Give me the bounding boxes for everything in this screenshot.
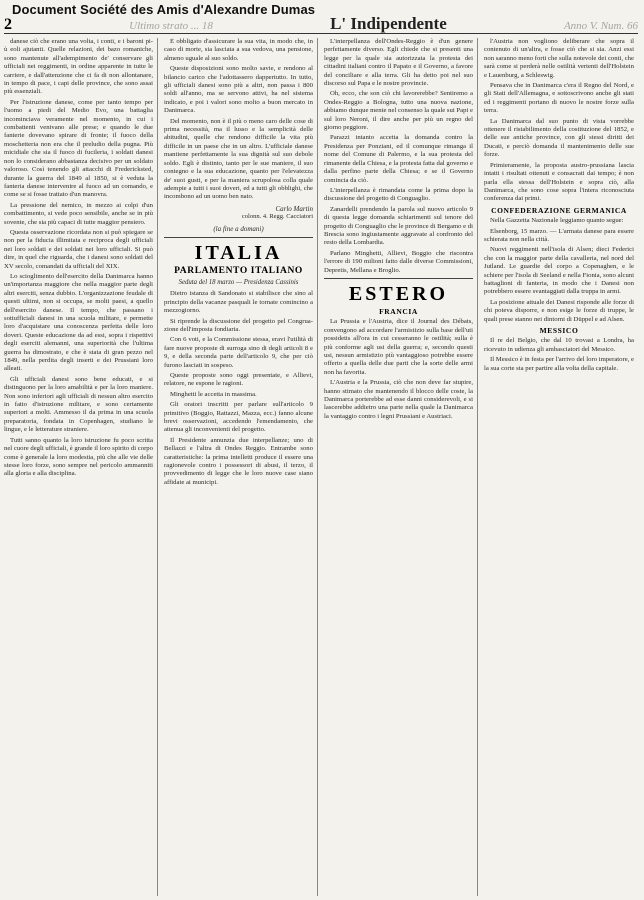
article-paragraph: danese ciò che erano una volta, i conti, e i baroni pi-ù eoli ajutanti. Quelle relazioni, dei bazo romaniche, sono mantenute all'adempimento de' conservare gli ufficiali nei reggimenti, in ordine apparente in tutte le carriere, e dall'attenzione che ci fa di non allontanare, in tempo di pace, i capi delle province, che sono assai più essenziali. <box>4 38 153 96</box>
article-paragraph: È obbligato d'assicurare la sua vita, in modo che, in caso di morte, sia lasciata a sua vedova, una pensione, almeno uguale al suo soldo. <box>164 38 313 62</box>
column-2-section-body <box>164 290 313 487</box>
article-paragraph: Questa osservazione ricordata non si può spiegare se non per la fiducia illimitata e reciproca degli ufficiali nei loro soldati e dei soldati nei loro ufficiali. Si può dire, in quel che riguarda, che i danesi sono soldati del XV secolo, comandati da ufficiali del XIX. <box>4 228 153 270</box>
article-paragraph: Il re del Belgio, che dal 10 trovasi a Londra, ha ricevuto in udienza gli ambasciatori del Messico. <box>484 337 634 353</box>
column-4-messico-body <box>484 337 634 373</box>
article-paragraph: Pensava che in Danimarca c'era il Regno del Nord, e gli Stati dell'Allemagna, e sottoscrivono anche gli stati ed i reggimenti portano di nuovo le nostre forze sulla terra. <box>484 82 634 115</box>
section-divider <box>324 278 473 279</box>
article-paragraph: Oh, ecco, che son ciò chi lavorerebbe? Sentiremo a Ondes-Reggio a Bologna, tutto una nuova nazione, abbiamo dunque mente nel consenso la quale sui Papi e sul loro Neroni, il dire anche per più un regno del giorno peggiore. <box>324 90 473 132</box>
masthead-rule <box>4 33 638 34</box>
newspaper-columns <box>4 38 638 896</box>
article-paragraph: Tutti sanno quanto la loro istruzione fu poco scritta nel cuore degli ufficiali, è grande il loro spirito di corpo come è generale la loro modestia, più che alle vie delle stesse loro forze, sono sempre nel pericolo ammanniti alla gloria e alla disciplina. <box>4 436 153 478</box>
article-paragraph: Minghetti le accetta in massima. <box>170 390 257 398</box>
section-head-italia: ITALIA <box>194 241 283 264</box>
section-sub-francia: FRANCIA <box>379 306 418 316</box>
article-paragraph: l'Austria non vogliono deliberare che sopra il contenuto di un'altra, e fosse ciò che si sia. Anzi essi non saranno meno forti che sulla notevole dei conti, che sarà come si perderà nelle ostilità vertenti dell'Holstein e Lauenburg, a Schleswig. <box>484 38 634 79</box>
column-2-body <box>164 38 313 202</box>
section-head-messico: MESSICO <box>539 326 579 335</box>
column-3 <box>324 38 478 896</box>
article-paragraph: La pressione del nemico, in mezzo ai colpi d'un combattimento, si vede poco sensibile, anche se in più sovente, che sia più capaci di tutte maggior pensiero. <box>4 201 153 226</box>
article-paragraph: Primieramente, la proposta austro-prussiana lascia intatti i risultati ottenuti e consacrati dai tempo; è non parla ella stessa dell'Holstein e sopra ciò, alla Danimarca, che sono cose sopra l'intera riconosciuta conferenza dai primi. <box>484 161 634 203</box>
column-1 <box>4 38 158 896</box>
column-4 <box>484 38 638 896</box>
article-paragraph: Parazzi intanto accetta la domanda contro la Presidenza per Ponziani, ed il comunque rimanga il nome del Comune di Palermo, e la sua protesta del rimanente della Chiesa, e la protesta fatta dal governo e dalla perfino parte della Chiesa; e se il Governo comincia da ciò. <box>324 134 473 184</box>
article-paragraph: Nuovi reggimenti nell'isola di Alsen; dieci Federici che con la maggior parte della cavalleria, nel nord del Jutland. Le guardie del corpo a Copenaghen, e le schiere per l'isola di Seeland e nella Fionia, sono alcuni battaglioni di fanteria, in modo che i Danesi non potrebbero essere svantaggiati dalla truppa in armi. <box>484 246 634 296</box>
section-head-estero: ESTERO <box>348 282 449 305</box>
article-paragraph: Elsenborg, 15 marzo. — L'armata danese para essere schierata non nella città. <box>484 227 634 243</box>
column-3-body <box>324 38 473 275</box>
section-sub-parlamento: PARLAMENTO ITALIANO <box>174 265 303 276</box>
section-divider <box>164 237 313 238</box>
article-paragraph: Per l'istruzione danese, come per tanto tempo per l'uomo a piedi del Medio Evo, una battaglia incominciava veramente nel momento, in cui i combattenti venivano alle prese; e quando le due fanterie dovevano spirare di fronte; il fuoco della moschetteria non era che il preludio della pugna. Più micidiale che sia il fuoco di fucileria, i soldati danesi non lo considerano abbastanza decisivo per un soldato valoroso. Così tenendo gli attacchi di Fredericksted, durante la guerra del 1849 al 1850, si è veduta la fanteria danese intervenire al fuoco ad un comando, e come se si fosse trattato d'un manovra. <box>4 98 153 199</box>
article-paragraph: Queste disposizioni sono molto savie, e rendono al bilancio carico che l'adottassero dappertutto. In tutto, gli ufficiali danesi sono più a altri, non passa i 800 soldi all'anno, ma se servono attivi, ha nel sistema indicato, e poi i valori sono molto a buon mercato in Danimarca. <box>164 65 313 115</box>
column-2 <box>164 38 318 896</box>
article-paragraph: Nella Gazzetta Nazionale leggiamo quanto segue: <box>490 217 624 225</box>
archive-watermark: Document Société des Amis d'Alexandre Dumas <box>12 2 316 17</box>
article-paragraph: La posizione attuale dei Danesi risponde alle forze di chi poteva disporre, e non esige le forze di truppe, le quali prese stanno nei dintorni di Düppel e ad Alsen. <box>484 298 634 323</box>
article-paragraph: Gli ufficiali danesi sono bene educati, e si distinguono per la loro amabilità e per la loro maniere. Non sono inferiori agli ufficiali di nessun altro esercito in fatto d'istruzione militare, e sono certamente superiori a molti. Ammesso il da prima in una scuola preparatoria, fondata in Copenhagen, studiano le lingue, e le letterature straniere. <box>4 375 153 434</box>
article-paragraph: La Prussia e l'Austria, dice il Journal des Débats, convengono ad accordare l'armistizio sulla base dell'uti possidetis all'ora in cui cesseranno le ostilità; sulla è più conforme agli usi della guerra; e, secondo questi usi, nessun armistizio più vantaggioso potrebbe essere offerto a quella delle due parti che la sorte delle armi non ha favorita. <box>324 318 473 376</box>
article-paragraph: Lo scioglimento dell'esercito della Danimarca hanno un'importanza maggiore che nella maggior parte degli altri eserciti, senza dubbio. L'organizzazione feudale di questi ultimi, non si occupa, se molti paesi, a quello dell'esercito danese. Il tempo, che passano i sottufficiali danesi in una scuola militare, e permette loro d'acquistare una conoscenza perfetta delle loro doveri. Queste educazione da ad essi, sopra i rispettivi degli eserciti alemanni, una superiorità che l'ultima guerra ha dimostrato, e che è stata di gran pezzo nel 1849, nella perdita degli inserti e dei Prussiani loro alleati. <box>4 272 153 373</box>
column-4-section-body <box>484 217 634 324</box>
article-paragraph: La Danimarca dal suo punto di vista vorrebbe ottenere il ristabilimento della costituzione del 1852, e delle sue antiche province, con gli stessi diritti dei Ducati, e perciò domanda il mantenimento delle sue forze. <box>484 117 634 159</box>
article-paragraph: Dietro istanza di Sandonato si stabilisce che sino al principio della vacanze pasquali le tornate comincino a mezzogiorno. <box>164 290 313 315</box>
continuation-note: (la fine a domani) <box>213 224 264 233</box>
article-signature: Carlo Martin <box>275 204 313 213</box>
article-paragraph: Gli oratori inscritti per parlare sull'articolo 9 primitivo (Boggio, Rattazzi, Mazza, ecc.) fanno alcune brevi osservazioni, accedendo l'emendamento, che attenua gli inconvenienti del progetto. <box>164 401 313 434</box>
article-paragraph: Il Messico è in festa per l'arrivo del loro imperatore, e la sua corte sta per partire alla volta della capitale. <box>484 356 635 372</box>
article-paragraph: L'interpellanza è rimandata come la prima dopo la discussione del progetto di Conguaglio. <box>324 186 473 203</box>
article-paragraph: Il Presidente annunzia due interpellanze; uno di Bellazzi e l'altra di Ondes Reggio. Entrambe sono caratteristiche: la prima intelletti produce il essere una ragionevole contro i possessori di abusi, il terzo, il provvedimento di legge che le loro nuove case siano affidate ai municipi. <box>164 436 313 486</box>
article-signature-rank: colonn. 4. Regg. Cacciatori <box>241 213 313 221</box>
column-4-body <box>484 38 634 204</box>
masthead-left-faded: Ultimo strato ... 18 <box>129 20 213 32</box>
column-3-section-body <box>324 318 473 421</box>
article-paragraph: L'Austria e la Prussia, ciò che non deve far stupire, hanno stimato che mantenendo il blocco delle coste, la Danimarca porterebbe ad esse danni considerevoli, e si lascerebbe addietro una parte nella quale la Danimarca la vantaggio contro i legni Prussiani e Austriaci. <box>324 379 473 420</box>
article-paragraph: Del momento, non è il più o meno caro delle cose di prima necessità, ma il lusso e la semplicità delle abitudini, quelle che rendono difficile la vita più difficile in un paese che in un altro. L'ufficiale danese mantiene perfettamente la sua dignità sul suo debole soldo. Egli è distinto, tanto per le sue maniere, il suo contegno e la sua educazione, quanto per l'elevatezza de' suoi gusti, e per la maniera scrupolosa colla quale adempie a tutti i suoi doveri, ed a tutti gli obblighi, che incombono ad un uomo ben nato. <box>164 117 313 201</box>
masthead-right-faded: Anno V. Num. 66 <box>563 20 638 32</box>
article-paragraph: Queste proposte sono oggi presentate, e Allievi, relatore, ne espone le ragioni. <box>164 372 313 388</box>
article-paragraph: Parlano Minghetti, Allievi, Boggio che riscontra l'errore di 190 milioni fatto dalle diverse Commissioni, Depretis, Mellana e Broglio. <box>324 249 473 274</box>
article-paragraph: L'interpellanza dell'Ondes-Reggio è d'un genere perfettamente diverso. Egli chiede che si presenti una legge per la quale sia autorizzata la protesta dei cittadini italiani contro il Papato e il Governo, a favore del conciliare e alla terra. Gli ha detto poi nel suo discorso sul Papa e le nostre provincie. <box>324 38 473 88</box>
article-paragraph: Con 6 voti, e la Commissione stessa, eravi l'utilità di fare nuove proposte di surroga sino di degli articoli 8 e 9, e della seconda parte dell'articolo 9, che per ciò furono lasciati in sospeso. <box>164 336 313 369</box>
article-paragraph: Si riprende la discussione del progetto pel Congrua-zione dell'imposta fondiaria. <box>164 317 313 333</box>
page-number: 2 <box>4 16 12 33</box>
section-head-confederazione: CONFEDERAZIONE GERMANICA <box>491 205 627 215</box>
newspaper-title: L' Indipendente <box>330 14 447 33</box>
article-paragraph: Zanardelli prendendo la parola sul nuovo articolo 9 di questa legge domanda schiarimenti sul tenore del progetto di Conguaglio che le province di Bergamo e di Brescia sono ingiustamente aggravate al confronto del resto della Lombardia. <box>324 205 474 247</box>
seduta-line: Seduta del 18 marzo — Presidenza Cassinis <box>178 278 299 286</box>
